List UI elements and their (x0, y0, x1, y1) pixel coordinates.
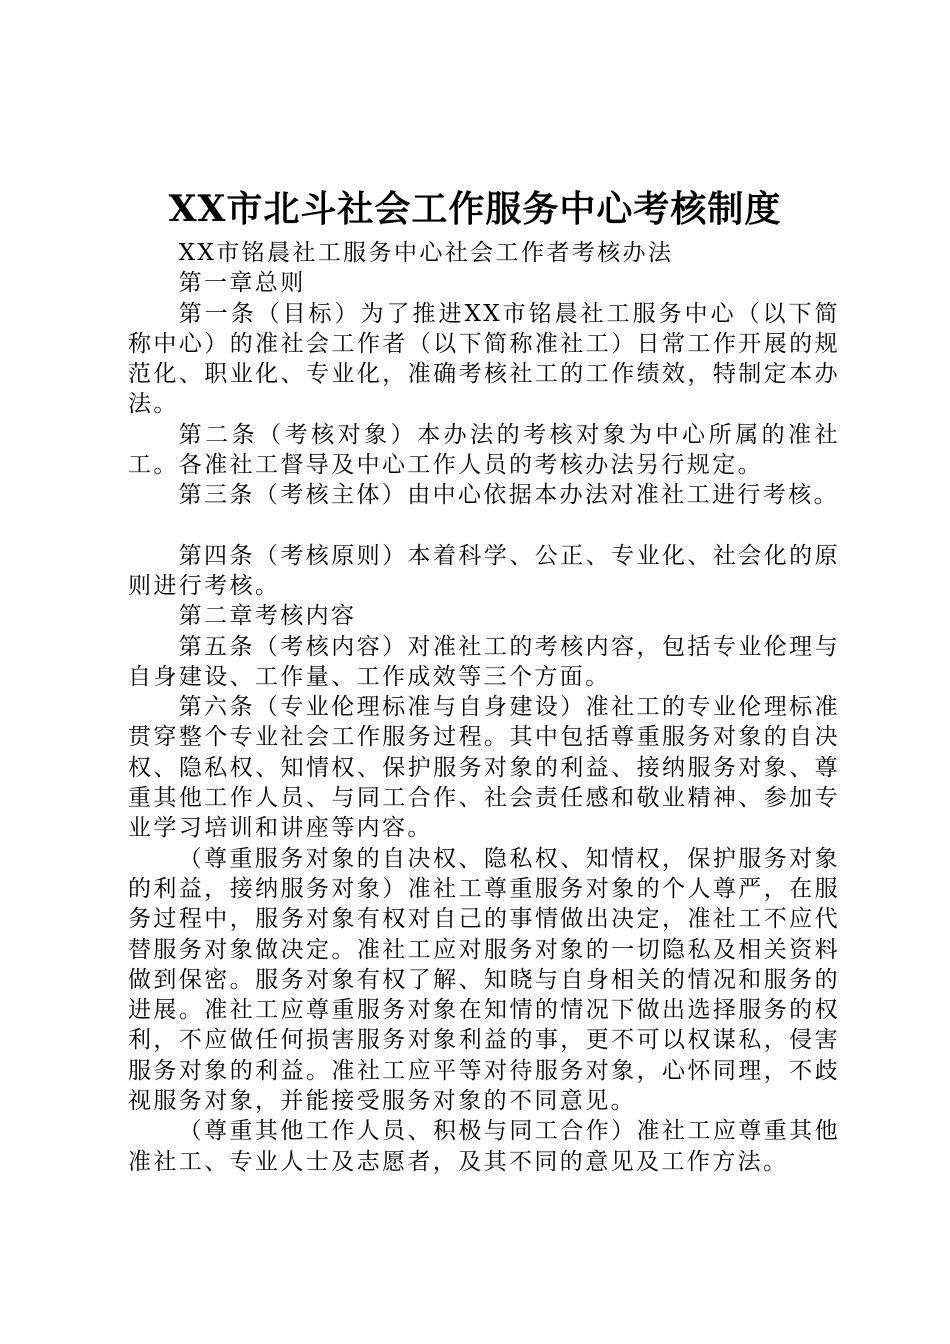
paragraph-chapter-1: 第一章总则 (178, 270, 306, 297)
paragraph-subtitle: XX市铭晨社工服务中心社会工作者考核办法 (178, 240, 674, 266)
paragraph-article-4: 第四条（考核原则）本着科学、公正、专业化、社会化的原则进行考核。 (128, 542, 840, 599)
paragraph-article-2: 第二条（考核对象）本办法的考核对象为中心所属的准社工。各准社工督导及中心工作人员的考核办法另行规定。 (128, 421, 840, 479)
document-title: XX市北斗社会工作服务中心考核制度 (168, 188, 782, 230)
paragraph-article-5: 第五条（考核内容）对准社工的考核内容，包括专业伦理与自身建设、工作量、工作成效等三个方面。 (128, 633, 840, 690)
paragraph-respect-clients: （尊重服务对象的自决权、隐私权、知情权，保护服务对象的利益，接纳服务对象）准社工尊重服务对象的个人尊严，在服务过程中，服务对象有权对自己的事情做出决定，准社工不应代替服务对象做决定。准社工应对服务对象的一切隐私及相关资料做到保密。服务对象有权了解、知晓与自身相关的情况和服务的进展。准社工应尊重服务对象在知情的情况下做出选择服务的权利，不应做任何损害服务对象利益的事，更不可以权谋私，侵害服务对象的利益。准社工应平等对待服务对象，心怀同理，不歧视服务对象，并能接受服务对象的不同意见。 (128, 845, 840, 1115)
paragraph-article-6: 第六条（专业伦理标准与自身建设）准社工的专业伦理标准贯穿整个专业社会工作服务过程。其中包括尊重服务对象的自决权、隐私权、知情权、保护服务对象的利益、接纳服务对象、尊重其他工作人员、与同工合作、社会责任感和敬业精神、参加专业学习培训和讲座等内容。 (128, 694, 840, 842)
paragraph-article-1: 第一条（目标）为了推进XX市铭晨社工服务中心（以下简称中心）的准社会工作者（以下简称准社工）日常工作开展的规范化、职业化、专业化，准确考核社工的工作绩效，特制定本办法。 (128, 300, 840, 418)
paragraph-respect-colleagues: （尊重其他工作人员、积极与同工合作）准社工应尊重其他准社工、专业人士及志愿者，及其不同的意见及工作方法。 (128, 1118, 840, 1175)
paragraph-chapter-2: 第二章考核内容 (178, 603, 357, 630)
document-body (128, 238, 840, 1177)
paragraph-article-3: 第三条（考核主体）由中心依据本办法对准社工进行考核。 (178, 482, 839, 509)
